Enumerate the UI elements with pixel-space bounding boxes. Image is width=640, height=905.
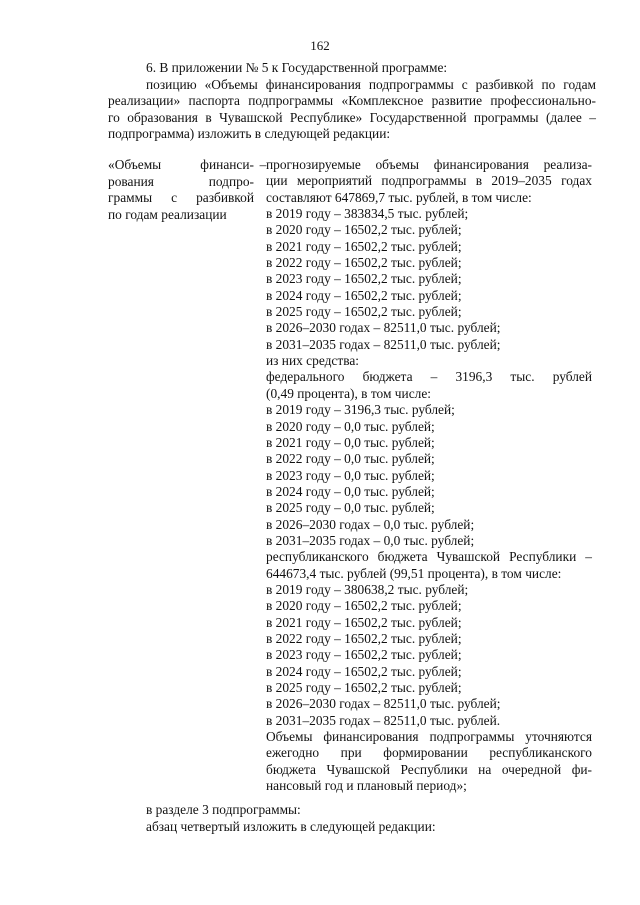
content-line: в 2031–2035 годах – 0,0 тыс. рублей; <box>266 532 475 548</box>
position-content <box>266 157 592 794</box>
content-line: из них средства: <box>266 353 360 369</box>
content-line: в 2022 году – 16502,2 тыс. рублей; <box>266 630 462 646</box>
position-title <box>108 157 254 223</box>
content-line: в 2019 году – 380638,2 тыс. рублей; <box>266 581 469 597</box>
position-title-line: рования подпро- <box>108 173 254 189</box>
content-line: в 2021 году – 16502,2 тыс. рублей; <box>266 238 462 254</box>
position-title-line: по годам реализации <box>108 206 227 222</box>
content-line: в 2022 году – 16502,2 тыс. рублей; <box>266 255 462 271</box>
content-line: в 2025 году – 0,0 тыс. рублей; <box>266 500 435 516</box>
content-line: в 2020 году – 0,0 тыс. рублей; <box>266 418 435 434</box>
content-line: в 2026–2030 годах – 82511,0 тыс. рублей; <box>266 696 501 712</box>
content-line: в 2024 году – 16502,2 тыс. рублей; <box>266 663 462 679</box>
content-line: составляют 647869,7 тыс. рублей, в том числе: <box>266 189 532 205</box>
content-line: в 2023 году – 0,0 тыс. рублей; <box>266 467 435 483</box>
content-line: в 2023 году – 16502,2 тыс. рублей; <box>266 271 462 287</box>
intro-section <box>108 60 596 143</box>
position-title-line: «Объемы финанси- <box>108 157 254 172</box>
content-line: в 2021 году – 0,0 тыс. рублей; <box>266 434 435 450</box>
position-dash: – <box>259 157 267 172</box>
intro-paragraph-2-line-1: позицию «Объемы финансирования подпрограммы с разбивкой по годам <box>146 76 596 92</box>
intro-paragraph-1: 6. В приложении № 5 к Государственной программе: <box>146 60 448 75</box>
position-title-line: граммы с разбивкой <box>108 190 254 205</box>
intro-paragraph-2-line-4: подпрограмма) изложить в следующей редакции: <box>108 126 391 141</box>
intro-paragraph-2-line-2: реализации» паспорта подпрограммы «Комплексное развитие профессионально- <box>108 93 596 108</box>
content-line: ежегодно при формировании республиканского <box>266 745 592 761</box>
content-line: в 2026–2030 годах – 0,0 тыс. рублей; <box>266 516 475 532</box>
page-number: 162 <box>310 38 330 53</box>
outro-section <box>146 802 596 835</box>
content-line: в 2019 году – 3196,3 тыс. рублей; <box>266 402 455 418</box>
content-line: в 2021 году – 16502,2 тыс. рублей; <box>266 614 462 630</box>
content-line: в 2023 году – 16502,2 тыс. рублей; <box>266 647 462 663</box>
content-line: в 2019 году – 383834,5 тыс. рублей; <box>266 206 469 222</box>
content-line: в 2020 году – 16502,2 тыс. рублей; <box>266 598 462 614</box>
intro-paragraph-2-line-3: го образования в Чувашской Республике» Государственной программы (далее – <box>108 109 596 125</box>
content-line: в 2020 году – 16502,2 тыс. рублей; <box>266 222 462 238</box>
content-line: в 2026–2030 годах – 82511,0 тыс. рублей; <box>266 320 501 336</box>
content-line: нансовый год и плановый период»; <box>266 778 467 794</box>
content-line: в 2031–2035 годах – 82511,0 тыс. рублей; <box>266 336 501 352</box>
content-line: (0,49 процента), в том числе: <box>266 385 431 401</box>
content-line: бюджета Чувашской Республики на очередной фи- <box>266 761 592 777</box>
outro-line-2: абзац четвертый изложить в следующей редакции: <box>146 818 436 834</box>
content-line: в 2025 году – 16502,2 тыс. рублей; <box>266 680 462 695</box>
content-line: в 2031–2035 годах – 82511,0 тыс. рублей. <box>266 712 501 728</box>
content-line: республиканского бюджета Чувашской Республики – <box>266 549 592 565</box>
content-line: в 2024 году – 0,0 тыс. рублей; <box>266 483 435 499</box>
content-line: в 2025 году – 16502,2 тыс. рублей; <box>266 304 462 320</box>
content-line: в 2024 году – 16502,2 тыс. рублей; <box>266 287 462 303</box>
content-line: 644673,4 тыс. рублей (99,51 процента), в том числе: <box>266 565 562 581</box>
content-line: ции мероприятий подпрограммы в 2019–2035 годах <box>266 173 592 189</box>
content-line: федерального бюджета – 3196,3 тыс. рублей <box>266 369 592 385</box>
content-line: прогнозируемые объемы финансирования реализа- <box>266 157 592 172</box>
content-line: в 2022 году – 0,0 тыс. рублей; <box>266 451 435 467</box>
outro-line-1: в разделе 3 подпрограммы: <box>146 802 301 817</box>
content-line: Объемы финансирования подпрограммы уточняются <box>266 729 592 745</box>
